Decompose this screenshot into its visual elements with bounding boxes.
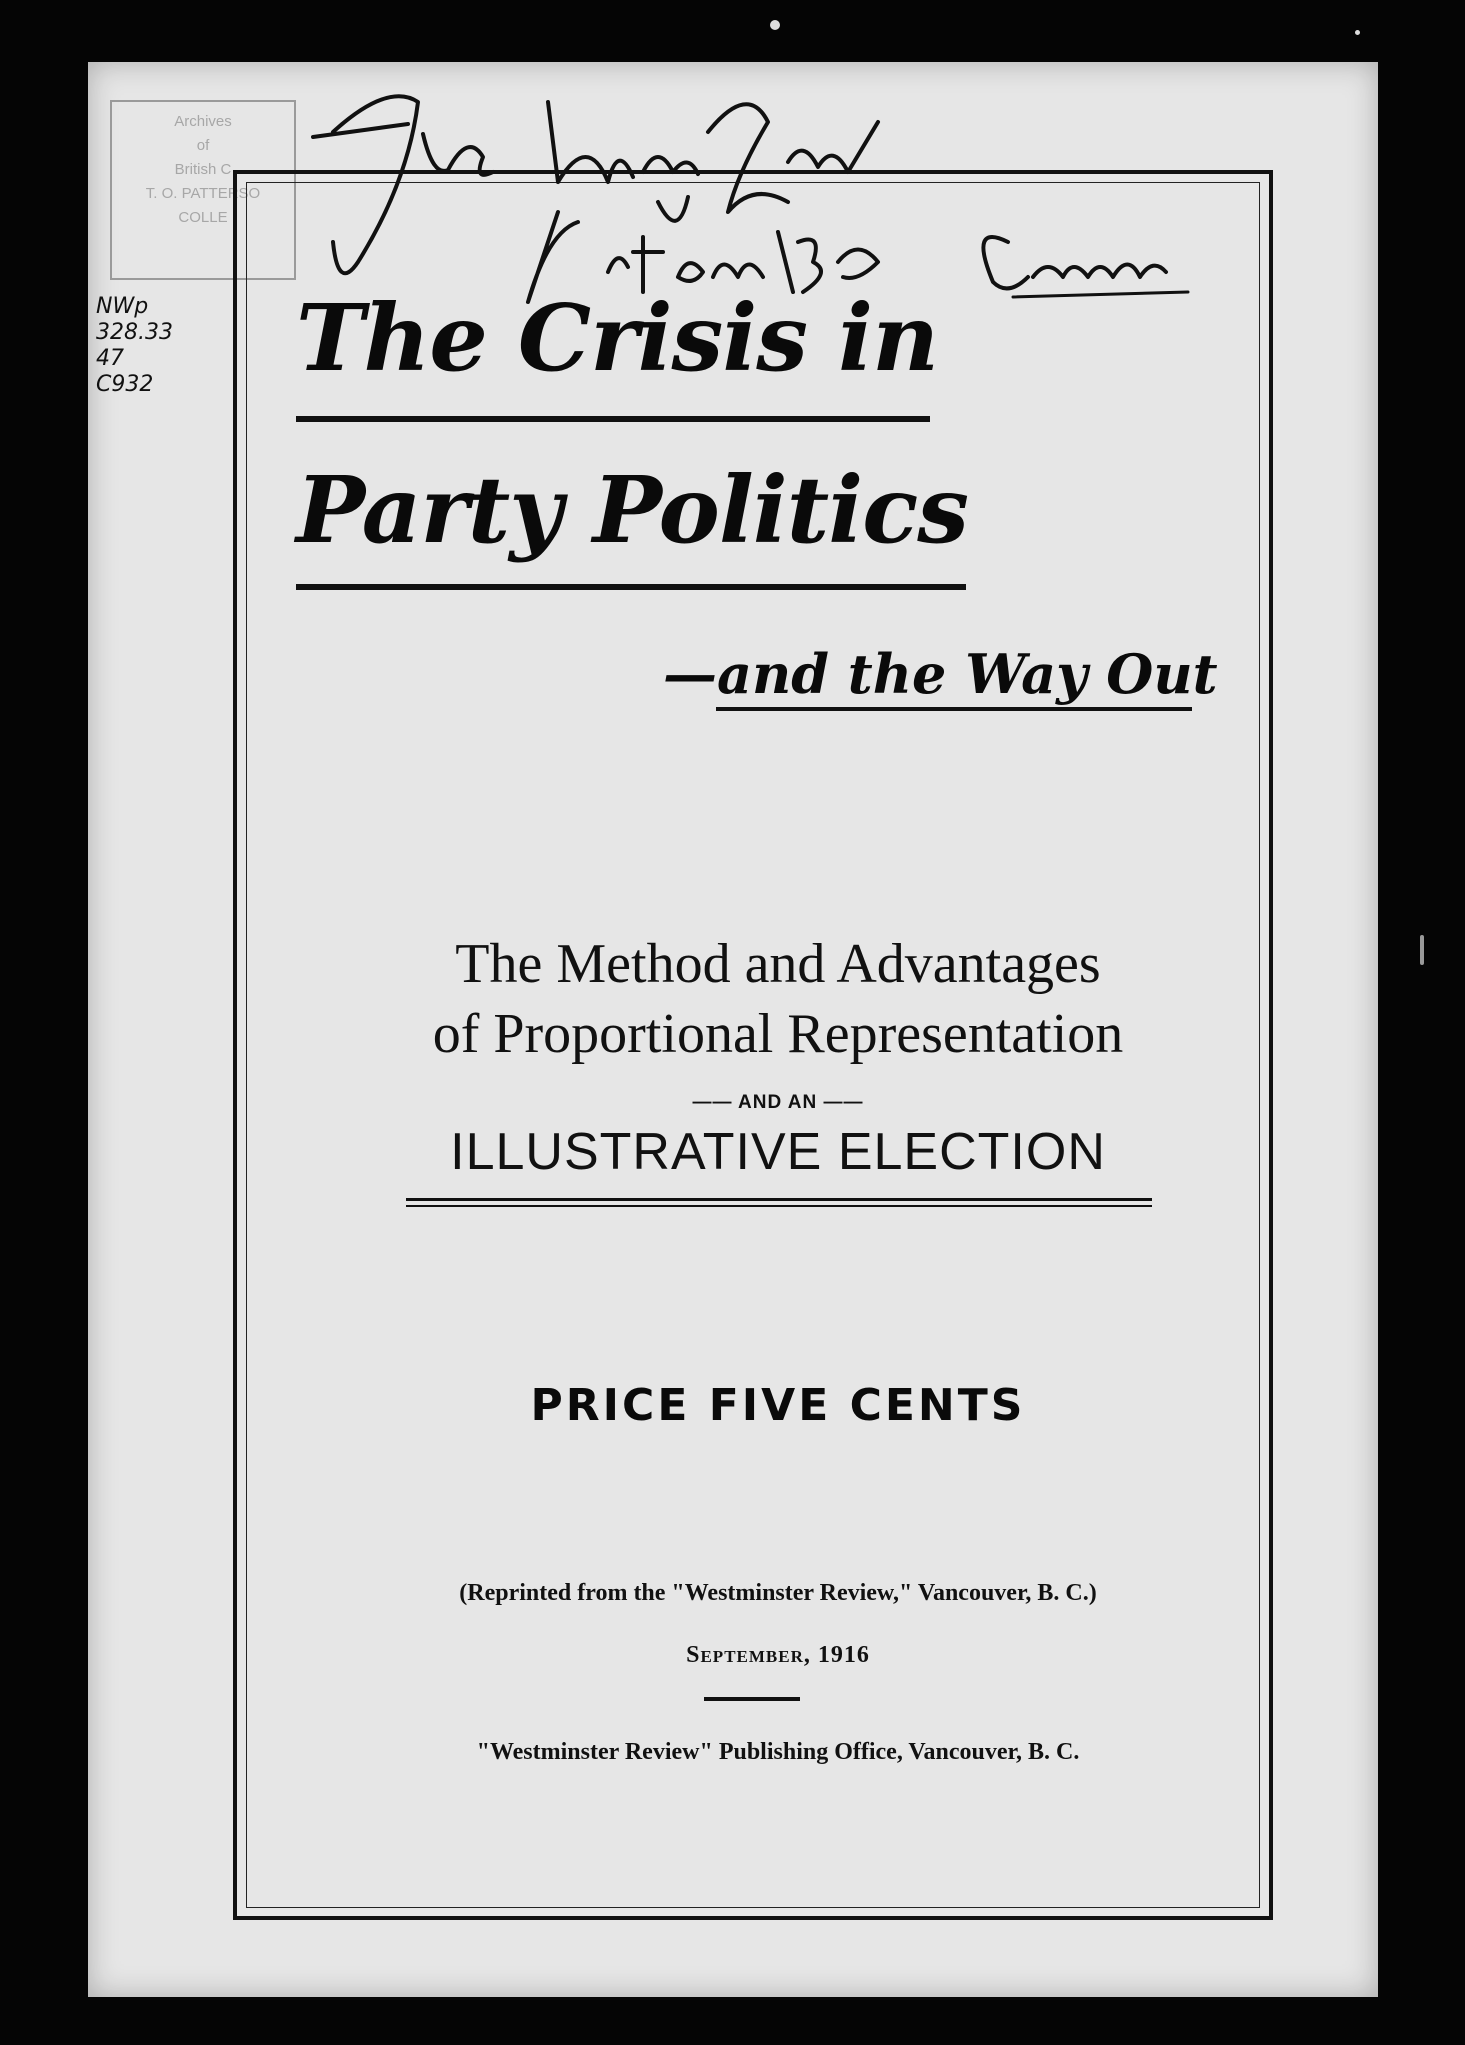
document-page [88,62,1378,1997]
stamp-line: T. O. PATTERSO [145,185,261,202]
subtitle-line-1: The Method and Advantages [455,933,1101,995]
title-line-1: The Crisis in [296,284,938,392]
reprint-note: (Reprinted from the "Westminster Review," Vancouver, B. C.) [459,1580,1097,1606]
title-underline [296,416,930,422]
call-number-line: 328.33 47 [96,320,173,371]
scan-speck [1420,935,1424,965]
stamp-line: COLLE [178,209,228,226]
call-number-line: NWp [96,294,149,319]
publisher: "Westminster Review" Publishing Office, Vancouver, B. C. [476,1739,1080,1765]
double-rule [406,1198,1152,1201]
subtitle-line-3: ILLUSTRATIVE ELECTION [450,1123,1106,1181]
title-line-2: Party Politics [296,456,969,564]
stamp-line: British C [174,161,232,178]
short-rule [704,1697,800,1701]
publication-date: September, 1916 [686,1642,870,1668]
subtitle-line-2: of Proportional Representation [432,1003,1124,1065]
title-underline [296,584,966,590]
subtitle-joiner: —— AND AN —— [692,1092,864,1113]
double-rule [406,1205,1152,1207]
scan-speck [1355,30,1360,35]
scan-speck [770,20,780,30]
stamp-line: of [196,137,210,154]
call-number-line: C932 [96,372,154,397]
price: PRICE FIVE CENTS [530,1380,1026,1431]
subtitle-underline [716,707,1192,711]
title-line-3: —and the Way Out [663,642,1218,706]
stamp-line: Archives [174,113,232,130]
